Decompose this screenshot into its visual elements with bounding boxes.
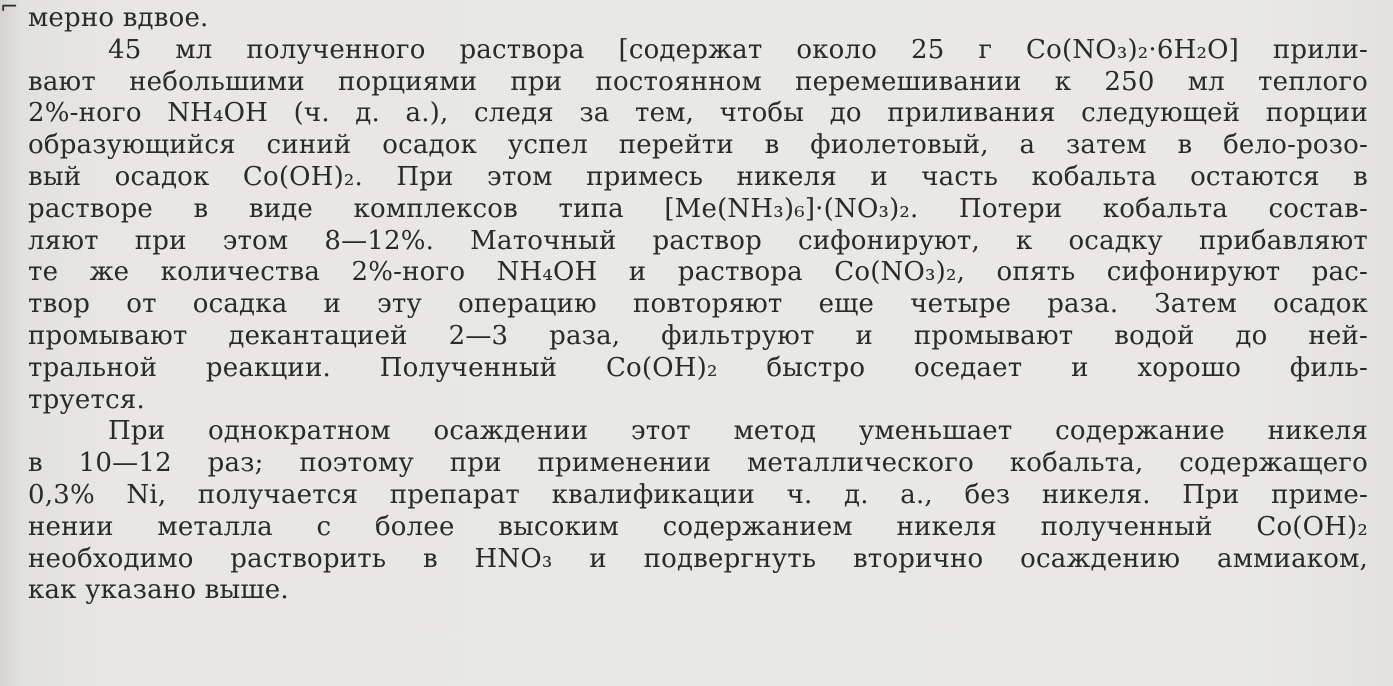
text-line: промывают декантацией 2—3 раза, фильтруют и промывают водой до ней- [28, 320, 1368, 351]
text-line: нении металла с более высоким содержанием никеля полученный Co(OH)₂ [28, 511, 1368, 542]
text-line: При однократном осаждении этот метод уменьшает содержание никеля [108, 416, 1368, 447]
text-line: мерно вдвое. [28, 3, 209, 33]
text-line: тральной реакции. Полученный Co(OH)₂ быстро оседает и хорошо филь- [28, 352, 1368, 383]
page-edge-mark: ⌐ [0, 0, 19, 20]
text-line: труется. [28, 384, 145, 415]
text-line: необходимо растворить в HNO₃ и подвергнуть вторично осаждению аммиаком, [28, 543, 1368, 574]
text-line: в 10—12 раз; поэтому при применении металлического кобальта, содержащего [28, 448, 1368, 479]
text-line: вают небольшими порциями при постоянном перемешивании к 250 мл теплого [28, 66, 1368, 97]
text-line: те же количества 2%-ного NH₄OH и раствора Co(NO₃)₂, опять сифонируют рас- [28, 257, 1368, 288]
text-line: 0,3% Ni, получается препарат квалификации ч. д. а., без никеля. При приме- [28, 479, 1368, 510]
text-line: ляют при этом 8—12%. Маточный раствор сифонируют, к осадку прибавляют [28, 225, 1368, 256]
text-line: образующийся синий осадок успел перейти в фиолетовый, а затем в бело-розо- [28, 130, 1368, 161]
text-line: 2%-ного NH₄OH (ч. д. а.), следя за тем, чтобы до приливания следующей порции [28, 98, 1368, 129]
text-line: твор от осадка и эту операцию повторяют еще четыре раза. Затем осадок [28, 289, 1368, 320]
text-line: как указано выше. [28, 575, 289, 606]
text-line: вый осадок Co(OH)₂. При этом примесь никеля и часть кобальта остаются в [28, 161, 1368, 192]
text-line: 45 мл полученного раствора [содержат около 25 г Co(NO₃)₂·6H₂O] прили- [108, 34, 1368, 65]
text-line: растворе в виде комплексов типа [Me(NH₃)₆]·(NO₃)₂. Потери кобальта состав- [28, 193, 1368, 224]
body-text [28, 3, 1368, 607]
